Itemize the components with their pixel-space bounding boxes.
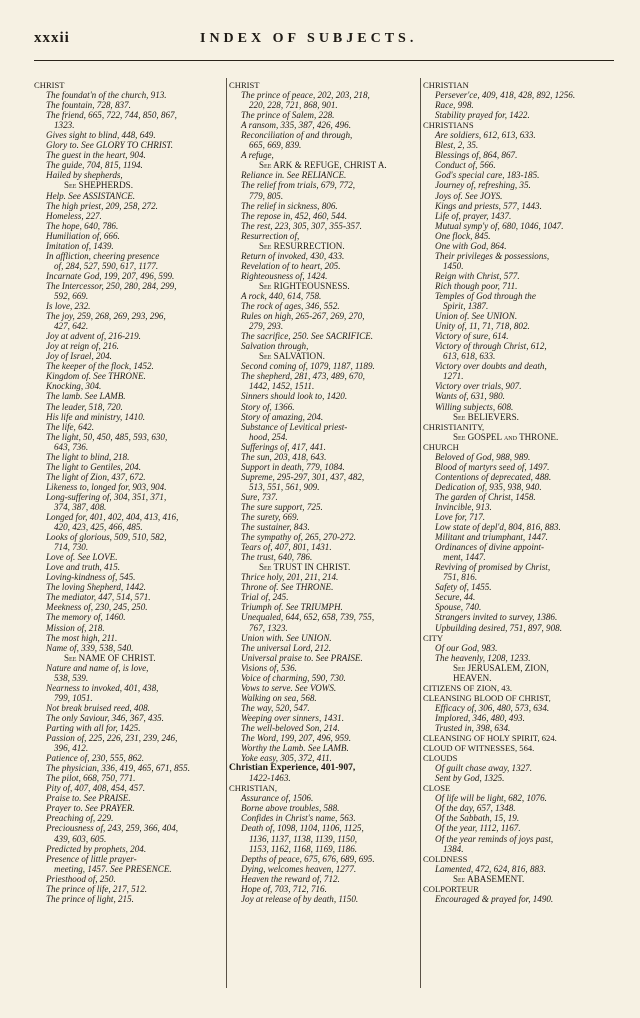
index-entry: Thrice holy, 201, 211, 214. [241,572,339,583]
index-entry: Depths of peace, 675, 676, 689, 695. [241,853,375,864]
index-entry: The sun, 203, 418, 643. [241,451,327,462]
index-entry: The high priest, 209, 258, 272. [46,200,158,211]
index-entry-continuation: 767, 1323. [249,622,288,633]
index-entry: Preaching of, 229. [46,813,114,824]
index-entry: The physician, 336, 419, 465, 671, 855. [46,763,190,774]
index-entry: The sure support, 725. [241,501,323,512]
index-entry: Victory over doubts and death, [435,361,547,372]
index-heading: COLPORTEUR [423,883,479,894]
index-entry: Resurrection of, [241,230,300,241]
index-entry: Love of. See LOVE. [46,552,118,563]
index-entry-continuation: 538, 539. [54,672,89,683]
index-entry: The prince of peace, 202, 203, 218, [241,90,370,101]
page-number: xxxii [34,30,70,46]
index-entry: The guest in the heart, 904. [46,150,146,161]
index-entry: Union of. See UNION. [435,311,518,322]
index-entry: Imitation of, 1439. [46,240,114,251]
index-column-3 [423,80,615,904]
index-entry: Support in death, 779, 1084. [241,461,345,472]
index-heading: COLDNESS [423,853,468,864]
index-entry: The universal Lord, 212. [241,642,331,653]
see-reference: See NAME OF CHRIST. [64,652,156,663]
index-entry: The pilot, 668, 750, 771. [46,773,136,784]
index-entry-continuation: 592, 669. [54,290,89,301]
index-entry-continuation: 439, 603, 605. [54,833,107,844]
index-entry: The memory of, 1460. [46,612,126,623]
index-entry: Weeping over sinners, 1431. [241,712,344,723]
index-entry: Triumph of. See TRIUMPH. [241,602,343,613]
index-entry: Worthy the Lamb. See LAMB. [241,743,349,754]
index-entry: Temples of God through the [435,290,536,301]
index-entry: Prayer to. See PRAYER. [46,803,135,814]
index-entry: Second coming of, 1079, 1187, 1189. [241,361,375,372]
index-entry: Voice of charming, 590, 730. [241,672,346,683]
index-entry: Sinners should look to, 1420. [241,391,348,402]
index-entry: Joy at advent of, 216-219. [46,331,141,342]
index-entry: Life of, prayer, 1437. [435,210,512,221]
index-entry-continuation: 396, 412. [54,743,89,754]
index-entry: Reconciliation of and through, [241,130,353,141]
index-entry: Incarnate God, 199, 207, 496, 599. [46,270,175,281]
index-entry-continuation: of, 284, 527, 590, 617, 1177. [54,260,159,271]
index-heading: CHRIST [34,80,65,90]
index-entry: The keeper of the flock, 1452. [46,361,154,372]
index-entry: His life and ministry, 1410. [46,411,146,422]
index-entry-continuation: 1450. [443,260,464,271]
index-entry: Walking on sea, 568. [241,692,317,703]
index-entry: Homeless, 227. [46,210,102,221]
index-entry: Nature and name of, is love, [46,662,149,673]
index-entry: The fountain, 728, 837. [46,100,131,111]
index-entry: The rock of ages, 346, 552. [241,301,340,312]
index-entry: Of the year reminds of joys past, [435,833,554,844]
index-entry: Low state of depl'd, 804, 816, 883. [435,522,561,533]
index-entry: The life, 642. [46,421,94,432]
index-entry: Upbuilding desired, 751, 897, 908. [435,622,562,633]
index-heading: CHRISTIAN, [229,783,277,794]
index-entry: The sacrifice, 250. See SACRIFICE. [241,331,374,342]
index-entry: Mutual symp'y of, 680, 1046, 1047. [435,220,564,231]
index-heading: CLEANSING BLOOD OF CHRIST, [423,692,551,703]
index-entry: Journey of, refreshing, 35. [435,180,531,191]
index-entry: Are soldiers, 612, 613, 633. [435,130,536,141]
index-entry: Blessings of, 864, 867. [435,150,518,161]
index-entry: Likeness to, longed for, 903, 904. [46,481,167,492]
index-entry: The trust, 640, 786. [241,552,313,563]
index-entry: The relief from trials, 679, 772, [241,180,356,191]
see-reference: See RESURRECTION. [259,240,345,251]
index-heading: CLEANSING OF HOLY SPIRIT, 624. [423,733,557,744]
header-rule [34,60,614,61]
index-entry: Hailed by shepherds, [46,170,123,181]
index-entry: Rules on high, 265-267, 269, 270, [241,311,365,322]
index-entry: Secure, 44. [435,592,476,603]
index-entry: The friend, 665, 722, 744, 850, 867, [46,110,177,121]
index-entry: Rich though poor, 711. [435,280,518,291]
index-entry-continuation: 513, 551, 561, 909. [249,481,320,492]
index-entry: Joys of. See JOYS. [435,190,503,201]
index-heading: CLOSE [423,783,451,794]
index-entry: The light to Gentiles, 204. [46,461,141,472]
index-entry: Reign with Christ, 577. [435,270,520,281]
index-entry: Help. See ASSISTANCE. [46,190,136,201]
index-entry: Substance of Levitical priest- [241,421,348,432]
index-entry-continuation: 1422-1463. [249,773,291,784]
index-entry: The prince of light, 215. [46,893,134,904]
index-entry: Yoke easy, 305, 372, 411. [241,753,332,764]
see-reference: See SALVATION. [259,351,325,362]
index-entry: Stability prayed for, 1422. [435,110,530,121]
index-entry-continuation: 420, 423, 425, 466, 485. [54,522,143,533]
index-entry: Blest, 2, 35. [435,140,479,151]
index-entry: The garden of Christ, 1458. [435,491,536,502]
index-entry-continuation: Spirit, 1387. [443,301,489,312]
index-heading: Christian Experience, 401-907, [229,763,356,774]
index-column-2 [229,80,418,904]
index-entry: Of the Sabbath, 15, 19. [435,813,520,824]
index-entry: Long-suffering of, 304, 351, 371, [46,491,167,502]
index-entry: Blood of martyrs seed of, 1497. [435,461,550,472]
index-entry: Persever'ce, 409, 418, 428, 892, 1256. [435,90,576,101]
index-entry-continuation: 427, 642. [54,321,89,332]
index-entry: Vows to serve. See VOWS. [241,682,337,693]
index-entry: The lamb. See LAMB. [46,391,126,402]
index-entry: The mediator, 447, 514, 571. [46,592,151,603]
index-entry: The shepherd, 281, 473, 489, 670, [241,371,365,382]
index-entry: Patience of, 230, 555, 862. [46,753,144,764]
index-entry-continuation: hood, 254. [249,431,288,442]
index-entry: Throne of. See THRONE. [241,582,334,593]
index-entry: Return of invoked, 430, 433. [241,250,345,261]
index-entry: The heavenly, 1208, 1233. [435,652,531,663]
index-entry: The Intercessor, 250, 280, 284, 299, [46,280,177,291]
index-entry: Visions of, 536. [241,662,297,673]
see-reference: See JERUSALEM, ZION, [453,662,549,673]
index-entry: Longed for, 401, 402, 404, 413, 416, [46,512,179,523]
index-entry: Nearness to invoked, 401, 438, [46,682,159,693]
index-entry: Supreme, 295-297, 301, 437, 482, [241,471,365,482]
index-entry: A refuge, [241,150,274,161]
index-entry: Conduct of, 566. [435,160,496,171]
index-entry: Of the year, 1112, 1167. [435,823,521,834]
index-entry: Priesthood of, 250. [46,873,116,884]
index-entry: Kings and priests, 577, 1443. [435,200,542,211]
index-entry: Lamented, 472, 624, 816, 883. [435,863,546,874]
index-entry: The light, 50, 450, 485, 593, 630, [46,431,168,442]
index-entry: Praise to. See PRAISE. [46,793,131,804]
column-divider [420,78,421,988]
see-reference: See ARK & REFUGE, CHRIST A. [259,160,387,171]
index-entry: The joy, 259, 268, 269, 293, 296, [46,311,166,322]
index-entry: Victory of sure, 614. [435,331,509,342]
index-entry: Mission of, 218. [46,622,105,633]
index-entry: The prince of life, 217, 512. [46,883,148,894]
index-entry: The foundat'n of the church, 913. [46,90,167,101]
see-reference: See TRUST IN CHRIST. [259,562,351,573]
see-reference: See RIGHTEOUSNESS. [259,280,350,291]
index-entry-continuation: 643, 736. [54,441,89,452]
index-entry: The light to blind, 218. [46,451,130,462]
index-entry: Story of, 1366. [241,401,295,412]
index-entry: The prince of Salem, 228. [241,110,335,121]
index-entry: Confides in Christ's name, 563. [241,813,356,824]
index-entry: The light of Zion, 437, 672. [46,471,146,482]
see-reference: See BELIEVERS. [453,411,519,422]
index-entry: Trial of, 245. [241,592,289,603]
index-entry-continuation: 613, 618, 633. [443,351,496,362]
index-entry-continuation: 751, 816. [443,572,478,583]
index-heading: CHRISTIANITY, [423,421,485,432]
index-entry: Righteousness of, 1424. [241,270,328,281]
index-entry: Implored, 346, 480, 493. [435,712,525,723]
index-entry-continuation: 799, 1051. [54,692,93,703]
index-entry: Victory over trials, 907. [435,381,522,392]
index-entry-continuation: 1271. [443,371,464,382]
index-entry: Spouse, 740. [435,602,482,613]
index-entry: In affliction, cheering presence [46,250,160,261]
index-entry-continuation: 220, 228, 721, 868, 901. [249,100,338,111]
index-heading: CHURCH [423,441,459,452]
index-entry: Revelation of to heart, 205. [241,260,341,271]
index-entry: The guide, 704, 815, 1194. [46,160,143,171]
index-entry: The loving Shepherd, 1442. [46,582,146,593]
index-entry: One flock, 845. [435,230,491,241]
index-entry: Knocking, 304. [46,381,102,392]
index-entry: The sympathy of, 265, 270-272. [241,532,356,543]
index-entry: The only Saviour, 346, 367, 435. [46,712,164,723]
index-entry: Wants of, 631, 980. [435,391,505,402]
index-entry: Joy of Israel, 204. [46,351,112,362]
index-entry: Sent by God, 1325. [435,773,505,784]
index-entry: Joy at reign of, 216. [46,341,119,352]
index-heading: CHRISTIANS [423,120,474,131]
index-heading: CLOUD OF WITNESSES, 564. [423,743,535,754]
index-entry: Dedication of, 935, 938, 940. [435,481,542,492]
index-entry: Meekness of, 230, 245, 250. [46,602,148,613]
page-title: INDEX OF SUBJECTS. [200,31,418,46]
index-heading: CHRISTIAN [423,80,469,90]
index-entry: Reviving of promised by Christ, [435,562,551,573]
index-entry: A rock, 440, 614, 758. [241,290,322,301]
index-entry: Gives sight to blind, 448, 649. [46,130,156,141]
index-entry: Victory of through Christ, 612, [435,341,547,352]
index-entry: The leader, 518, 720. [46,401,123,412]
index-entry: The most high, 211. [46,632,118,643]
index-entry: Joy at release of by death, 1150. [241,893,359,904]
index-entry: Humiliation of, 666. [46,230,120,241]
index-entry: Of the day, 657, 1348. [435,803,516,814]
see-reference: See GOSPEL and THRONE. [453,431,559,442]
index-entry: Love for, 717. [435,512,486,523]
index-entry: Unequaled, 644, 652, 658, 739, 755, [241,612,375,623]
column-divider [226,78,227,988]
index-entry: The hope, 640, 786. [46,220,119,231]
index-entry: Preciousness of, 243, 259, 366, 404, [46,823,179,834]
index-entry: Looks of glorious, 509, 510, 582, [46,532,167,543]
index-entry: Race, 998. [435,100,474,111]
index-entry: The surety, 669. [241,512,299,523]
index-entry: Passion of, 225, 226, 231, 239, 246, [46,733,178,744]
index-entry-continuation: 714, 730. [54,542,89,553]
index-entry: Borne above troubles, 588. [241,803,340,814]
index-entry: Sure, 737. [241,491,278,502]
index-entry: Kingdom of. See THRONE. [46,371,146,382]
index-entry: The rest, 223, 305, 307, 355-357. [241,220,362,231]
index-entry: Encouraged & prayed for, 1490. [435,893,554,904]
index-entry: Glory to. See GLORY TO CHRIST. [46,140,174,151]
index-entry: Not break bruised reed, 408. [46,702,150,713]
index-entry-continuation: 1323. [54,120,75,131]
index-entry: A ransom, 335, 387, 426, 496. [241,120,351,131]
index-entry: Willing subjects, 608. [435,401,514,412]
index-entry: Safety of, 1455. [435,582,492,593]
index-entry: Unity of, 11, 71, 718, 802. [435,321,530,332]
index-column-1 [34,80,222,904]
see-reference: See SHEPHERDS. [64,180,133,191]
index-entry-continuation: 665, 669, 839. [249,140,302,151]
index-entry: Tears of, 407, 801, 1431. [241,542,332,553]
index-entry: Is love, 232. [46,301,91,312]
index-entry: Invincible, 913. [435,501,492,512]
index-entry: Salvation through, [241,341,309,352]
index-entry: Beloved of God, 988, 989. [435,451,531,462]
index-entry: Efficacy of, 306, 480, 573, 634. [435,702,550,713]
index-heading: CITY [423,632,444,643]
index-entry: Militant and triumphant, 1447. [435,532,548,543]
index-entry: Parting with all for, 1425. [46,723,141,733]
index-heading: CLOUDS [423,753,458,764]
index-entry-continuation: 779, 805. [249,190,284,201]
index-entry: Hope of, 703, 712, 716. [241,883,327,894]
index-entry: Contentions of deprecated, 488. [435,471,552,482]
index-entry: Heaven the reward of, 712. [241,873,340,884]
index-heading: CHRIST [229,80,260,90]
index-entry: Of guilt chase away, 1327. [435,763,532,774]
index-entry: Dying, welcomes heaven, 1277. [241,863,357,874]
index-entry: The well-beloved Son, 214. [241,723,340,733]
index-entry: Strangers invited to survey, 1386. [435,612,558,623]
index-entry: Predicted by prophets, 204. [46,843,147,854]
index-entry-continuation: 1384. [443,843,464,854]
index-entry: The Word, 199, 207, 496, 959. [241,733,351,744]
index-entry: The sustainer, 843. [241,522,310,533]
see-reference: See ABASEMENT. [453,873,525,884]
index-entry: Sufferings of, 417, 441. [241,441,326,452]
index-entry: Trusted in, 398, 634. [435,723,511,733]
index-entry: Name of, 339, 538, 540. [46,642,134,653]
index-entry-continuation: 1136, 1137, 1138, 1139, 1150, [249,833,358,844]
index-entry-continuation: 1153, 1162, 1168, 1169, 1186. [249,843,358,854]
index-entry: Death of, 1098, 1104, 1106, 1125, [241,823,364,834]
index-entry: Universal praise to. See PRAISE. [241,652,363,663]
index-entry: One with God, 864. [435,240,507,251]
index-entry: Union with. See UNION. [241,632,332,643]
index-heading: CITIZENS OF ZION, 43. [423,682,513,693]
index-entry: The relief in sickness, 806. [241,200,338,211]
index-entry-continuation: meeting, 1457. See PRESENCE. [54,863,172,874]
index-entry: The repose in, 452, 460, 544. [241,210,348,221]
index-entry: Assurance of, 1506. [241,793,314,804]
index-entry: Loving-kindness of, 545. [46,572,136,583]
index-entry: Ordinances of divine appoint- [435,542,545,553]
index-entry-continuation: ment, 1447. [443,552,486,563]
index-entry-continuation: 1442, 1452, 1511. [249,381,315,392]
index-entry: Of our God, 983. [435,642,498,653]
index-entry: Reliance in. See RELIANCE. [241,170,347,181]
index-entry-continuation: 279, 293. [249,321,284,332]
index-entry-continuation: 374, 387, 408. [54,501,107,512]
index-entry: Of life will be light, 682, 1076. [435,793,547,804]
index-entry: Presence of little prayer- [46,853,137,864]
index-entry: Pity of, 407, 408, 454, 457. [46,783,146,794]
index-entry: Love and truth, 415. [46,562,121,573]
index-entry: Story of amazing, 204. [241,411,324,422]
see-reference: HEAVEN. [453,672,492,683]
index-entry: The way, 520, 547. [241,702,310,713]
index-entry: God's special care, 183-185. [435,170,540,181]
index-entry: Their privileges & possessions, [435,250,550,261]
